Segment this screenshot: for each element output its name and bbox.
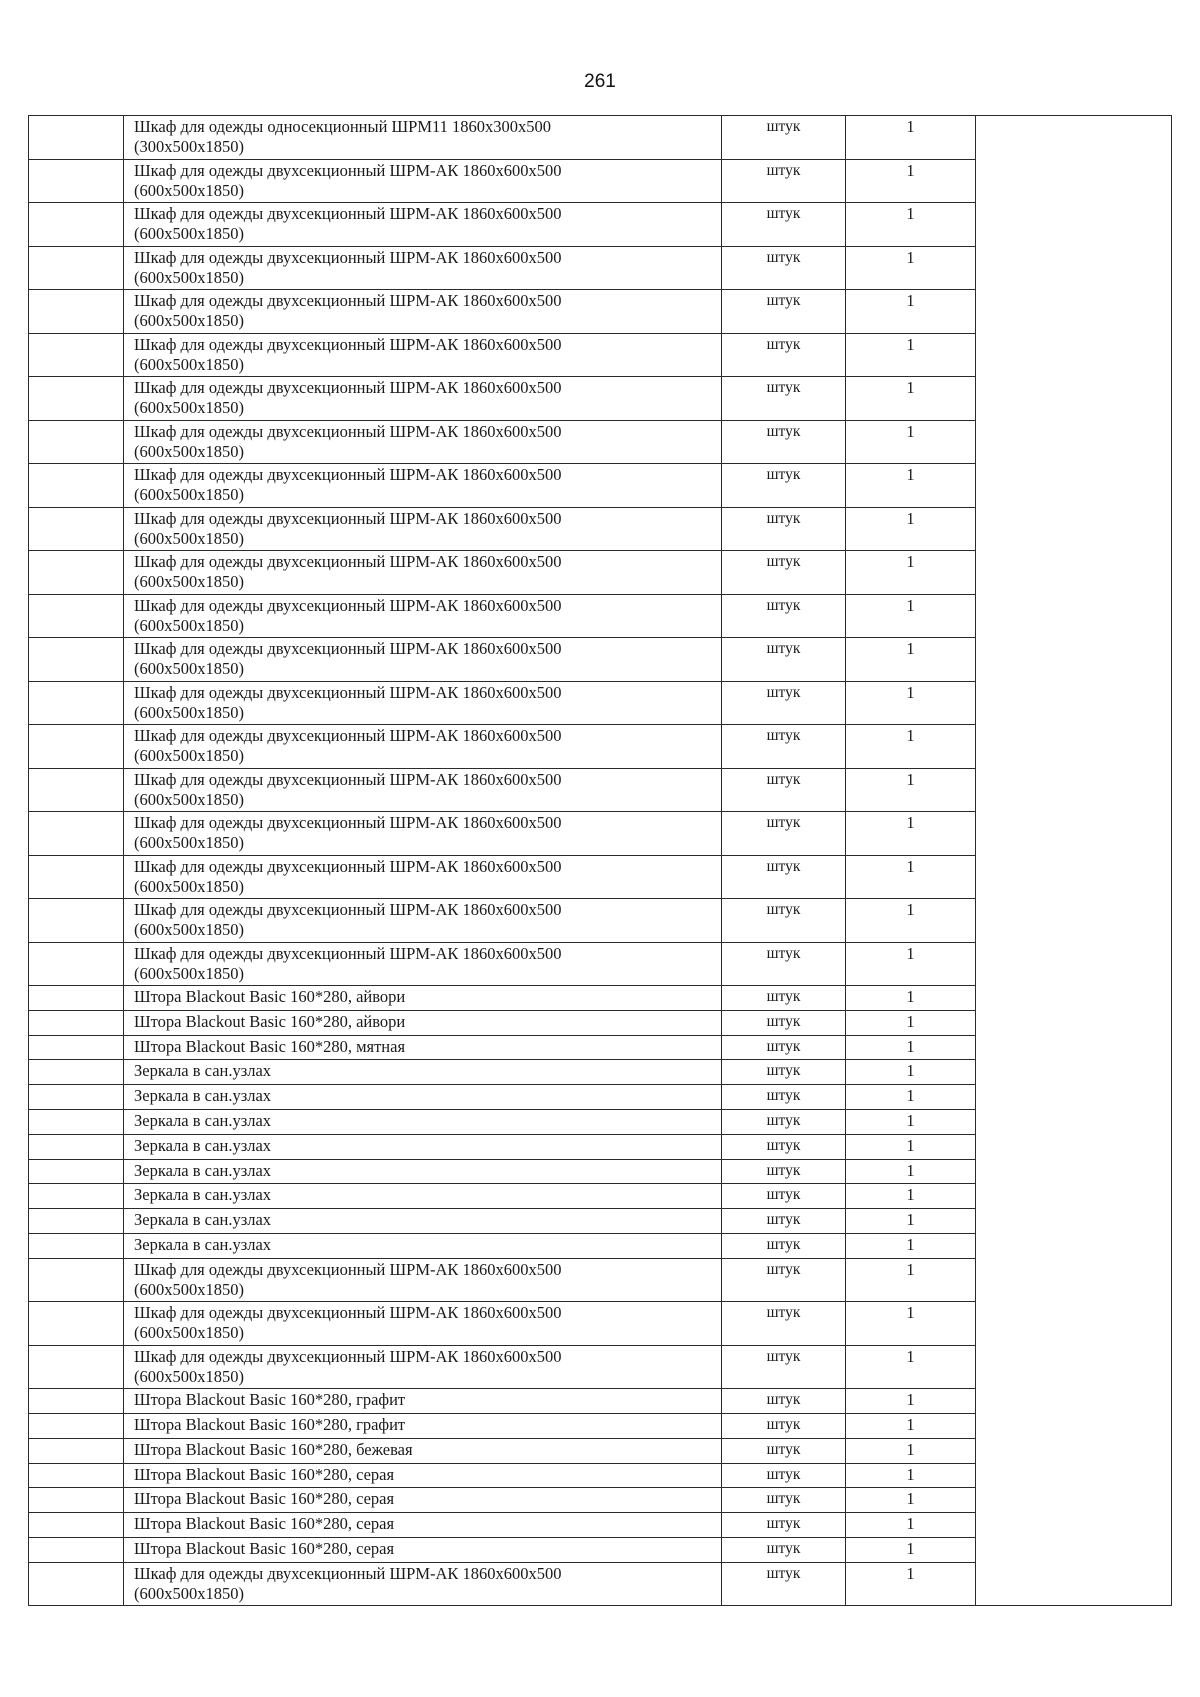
- quantity-cell: 1: [846, 986, 976, 1011]
- row-number-cell: [29, 464, 124, 508]
- item-name-line: Штора Blackout Basic 160*280, бежевая: [134, 1439, 413, 1459]
- item-name-line: (600х500х1850): [134, 1583, 244, 1603]
- unit-cell: штук: [722, 1389, 846, 1414]
- row-number-cell: [29, 1159, 124, 1184]
- row-number-cell: [29, 1085, 124, 1110]
- quantity-cell: 1: [846, 1184, 976, 1209]
- unit-cell: штук: [722, 203, 846, 247]
- quantity-cell: 1: [846, 1109, 976, 1134]
- item-name-line: (600х500х1850): [134, 485, 244, 504]
- row-number-cell: [29, 1302, 124, 1346]
- unit-cell: штук: [722, 1488, 846, 1513]
- item-name-cell: [124, 290, 722, 334]
- item-name-line: Шкаф для одежды двухсекционный ШРМ-АК 1860х600х500: [134, 595, 562, 615]
- item-name-line: (600х500х1850): [134, 528, 244, 548]
- item-name-cell: [124, 1035, 722, 1060]
- row-number-cell: [29, 507, 124, 551]
- unit-cell: штук: [722, 1258, 846, 1302]
- row-number-cell: [29, 377, 124, 421]
- item-name-line: Шкаф для одежды двухсекционный ШРМ-АК 1860х600х500: [134, 1346, 562, 1366]
- row-number-cell: [29, 1389, 124, 1414]
- item-name-line: (600х500х1850): [134, 659, 244, 678]
- item-name-line: Штора Blackout Basic 160*280, айвори: [134, 987, 406, 1006]
- quantity-cell: 1: [846, 725, 976, 769]
- quantity-cell: 1: [846, 1345, 976, 1389]
- row-number-cell: [29, 1345, 124, 1389]
- item-name-line: Зеркала в сан.узлах: [134, 1061, 272, 1081]
- item-name-cell: [124, 1159, 722, 1184]
- row-number-cell: [29, 246, 124, 290]
- quantity-cell: 1: [846, 116, 976, 160]
- unit-cell: штук: [722, 464, 846, 508]
- item-name-line: Штора Blackout Basic 160*280, серая: [134, 1514, 395, 1534]
- item-name-line: Шкаф для одежды двухсекционный ШРМ-АК 1860х600х500: [134, 291, 562, 310]
- item-name-cell: [124, 1302, 722, 1346]
- quantity-cell: 1: [846, 420, 976, 464]
- item-name-line: Зеркала в сан.узлах: [134, 1185, 272, 1205]
- quantity-cell: 1: [846, 290, 976, 334]
- item-name-cell: [124, 638, 722, 682]
- quantity-cell: 1: [846, 1414, 976, 1439]
- quantity-cell: 1: [846, 1258, 976, 1302]
- item-name-line: (600х500х1850): [134, 789, 244, 809]
- item-name-line: Шкаф для одежды двухсекционный ШРМ-АК 1860х600х500: [134, 1563, 562, 1583]
- item-name-cell: [124, 1538, 722, 1563]
- item-name-line: (600х500х1850): [134, 267, 244, 287]
- row-number-cell: [29, 1438, 124, 1463]
- row-number-cell: [29, 1463, 124, 1488]
- quantity-cell: 1: [846, 638, 976, 682]
- row-number-cell: [29, 768, 124, 812]
- item-name-line: Шкаф для одежды двухсекционный ШРМ-АК 1860х600х500: [134, 813, 562, 832]
- row-number-cell: [29, 1184, 124, 1209]
- item-name-line: (600х500х1850): [134, 833, 244, 852]
- quantity-cell: 1: [846, 594, 976, 638]
- item-name-cell: [124, 1085, 722, 1110]
- quantity-cell: 1: [846, 768, 976, 812]
- quantity-cell: 1: [846, 942, 976, 986]
- unit-cell: штук: [722, 1184, 846, 1209]
- table-row: [29, 116, 1172, 160]
- unit-cell: штук: [722, 1562, 846, 1606]
- item-name-line: Шкаф для одежды двухсекционный ШРМ-АК 1860х600х500: [134, 552, 562, 571]
- item-name-line: (600х500х1850): [134, 702, 244, 722]
- unit-cell: штук: [722, 290, 846, 334]
- quantity-cell: 1: [846, 1538, 976, 1563]
- item-name-cell: [124, 1345, 722, 1389]
- unit-cell: штук: [722, 855, 846, 899]
- item-name-line: Штора Blackout Basic 160*280, серая: [134, 1464, 395, 1484]
- item-name-cell: [124, 1010, 722, 1035]
- unit-cell: штук: [722, 1109, 846, 1134]
- item-name-line: Шкаф для одежды двухсекционный ШРМ-АК 1860х600х500: [134, 682, 562, 702]
- row-number-cell: [29, 1488, 124, 1513]
- item-name-line: Шкаф для одежды двухсекционный ШРМ-АК 1860х600х500: [134, 1303, 562, 1323]
- inventory-table-body: [29, 116, 1172, 1606]
- item-name-cell: [124, 420, 722, 464]
- row-number-cell: [29, 1060, 124, 1085]
- item-name-cell: [124, 377, 722, 421]
- unit-cell: штук: [722, 1134, 846, 1159]
- unit-cell: штук: [722, 1302, 846, 1346]
- page-number: 261: [584, 71, 616, 92]
- item-name-cell: [124, 246, 722, 290]
- item-name-cell: [124, 1184, 722, 1209]
- unit-cell: штук: [722, 159, 846, 203]
- row-number-cell: [29, 1562, 124, 1606]
- item-name-cell: [124, 942, 722, 986]
- item-name-line: Штора Blackout Basic 160*280, серая: [134, 1489, 395, 1509]
- unit-cell: штук: [722, 986, 846, 1011]
- quantity-cell: 1: [846, 203, 976, 247]
- item-name-line: Зеркала в сан.узлах: [134, 1086, 272, 1106]
- unit-cell: штук: [722, 725, 846, 769]
- unit-cell: штук: [722, 551, 846, 595]
- item-name-line: Штора Blackout Basic 160*280, серая: [134, 1539, 395, 1559]
- unit-cell: штук: [722, 377, 846, 421]
- notes-cell: [976, 116, 1172, 1606]
- row-number-cell: [29, 1233, 124, 1258]
- item-name-line: Шкаф для одежды двухсекционный ШРМ-АК 1860х600х500: [134, 334, 562, 354]
- item-name-cell: [124, 507, 722, 551]
- quantity-cell: 1: [846, 246, 976, 290]
- item-name-line: Штора Blackout Basic 160*280, мятная: [134, 1036, 406, 1056]
- item-name-line: Шкаф для одежды двухсекционный ШРМ-АК 1860х600х500: [134, 856, 562, 876]
- item-name-line: Шкаф для одежды двухсекционный ШРМ-АК 1860х600х500: [134, 943, 562, 963]
- row-number-cell: [29, 899, 124, 943]
- unit-cell: штук: [722, 1538, 846, 1563]
- unit-cell: штук: [722, 1438, 846, 1463]
- unit-cell: штук: [722, 116, 846, 160]
- item-name-line: Зеркала в сан.узлах: [134, 1210, 272, 1230]
- quantity-cell: 1: [846, 1209, 976, 1234]
- item-name-line: Зеркала в сан.узлах: [134, 1135, 272, 1155]
- item-name-line: Шкаф для одежды двухсекционный ШРМ-АК 1860х600х500: [134, 769, 562, 789]
- item-name-cell: [124, 1513, 722, 1538]
- item-name-cell: [124, 1060, 722, 1085]
- row-number-cell: [29, 942, 124, 986]
- quantity-cell: 1: [846, 1085, 976, 1110]
- row-number-cell: [29, 1134, 124, 1159]
- quantity-cell: 1: [846, 855, 976, 899]
- item-name-line: Шкаф для одежды двухсекционный ШРМ-АК 1860х600х500: [134, 465, 562, 484]
- quantity-cell: 1: [846, 1233, 976, 1258]
- unit-cell: штук: [722, 507, 846, 551]
- quantity-cell: 1: [846, 377, 976, 421]
- item-name-cell: [124, 1438, 722, 1463]
- item-name-line: (600х500х1850): [134, 615, 244, 635]
- unit-cell: штук: [722, 1060, 846, 1085]
- item-name-cell: [124, 986, 722, 1011]
- unit-cell: штук: [722, 638, 846, 682]
- item-name-line: (600х500х1850): [134, 1323, 244, 1343]
- quantity-cell: 1: [846, 1302, 976, 1346]
- unit-cell: штук: [722, 420, 846, 464]
- unit-cell: штук: [722, 768, 846, 812]
- quantity-cell: 1: [846, 1562, 976, 1606]
- item-name-cell: [124, 203, 722, 247]
- item-name-line: (600х500х1850): [134, 311, 244, 330]
- row-number-cell: [29, 333, 124, 377]
- row-number-cell: [29, 551, 124, 595]
- row-number-cell: [29, 594, 124, 638]
- item-name-cell: [124, 1414, 722, 1439]
- row-number-cell: [29, 203, 124, 247]
- row-number-cell: [29, 420, 124, 464]
- unit-cell: штук: [722, 1159, 846, 1184]
- item-name-line: (600х500х1850): [134, 180, 244, 200]
- item-name-cell: [124, 1562, 722, 1606]
- item-name-cell: [124, 551, 722, 595]
- item-name-line: (600х500х1850): [134, 1366, 244, 1386]
- item-name-line: Шкаф для одежды односекционный ШРМ11 1860х300х500: [134, 117, 552, 136]
- item-name-line: Шкаф для одежды двухсекционный ШРМ-АК 1860х600х500: [134, 508, 562, 528]
- row-number-cell: [29, 1513, 124, 1538]
- item-name-cell: [124, 768, 722, 812]
- quantity-cell: 1: [846, 1060, 976, 1085]
- unit-cell: штук: [722, 812, 846, 856]
- item-name-line: Шкаф для одежды двухсекционный ШРМ-АК 1860х600х500: [134, 378, 562, 397]
- item-name-cell: [124, 116, 722, 160]
- unit-cell: штук: [722, 942, 846, 986]
- item-name-line: Зеркала в сан.узлах: [134, 1234, 272, 1254]
- unit-cell: штук: [722, 1513, 846, 1538]
- quantity-cell: 1: [846, 551, 976, 595]
- item-name-cell: [124, 725, 722, 769]
- item-name-line: Шкаф для одежды двухсекционный ШРМ-АК 1860х600х500: [134, 1259, 562, 1279]
- quantity-cell: 1: [846, 333, 976, 377]
- item-name-cell: [124, 899, 722, 943]
- quantity-cell: 1: [846, 1159, 976, 1184]
- quantity-cell: 1: [846, 681, 976, 725]
- item-name-line: Шкаф для одежды двухсекционный ШРМ-АК 1860х600х500: [134, 204, 562, 223]
- item-name-cell: [124, 1109, 722, 1134]
- item-name-line: Штора Blackout Basic 160*280, айвори: [134, 1011, 406, 1031]
- item-name-cell: [124, 812, 722, 856]
- quantity-cell: 1: [846, 1488, 976, 1513]
- quantity-cell: 1: [846, 812, 976, 856]
- item-name-line: (600х500х1850): [134, 398, 244, 417]
- row-number-cell: [29, 159, 124, 203]
- item-name-line: Шкаф для одежды двухсекционный ШРМ-АК 1860х600х500: [134, 247, 562, 267]
- item-name-line: Шкаф для одежды двухсекционный ШРМ-АК 1860х600х500: [134, 160, 562, 180]
- quantity-cell: 1: [846, 1463, 976, 1488]
- unit-cell: штук: [722, 594, 846, 638]
- row-number-cell: [29, 1109, 124, 1134]
- item-name-line: Штора Blackout Basic 160*280, графит: [134, 1390, 406, 1410]
- item-name-line: Шкаф для одежды двухсекционный ШРМ-АК 1860х600х500: [134, 900, 562, 919]
- row-number-cell: [29, 855, 124, 899]
- unit-cell: штук: [722, 1233, 846, 1258]
- unit-cell: штук: [722, 1414, 846, 1439]
- row-number-cell: [29, 1010, 124, 1035]
- quantity-cell: 1: [846, 464, 976, 508]
- item-name-line: Штора Blackout Basic 160*280, графит: [134, 1415, 406, 1435]
- row-number-cell: [29, 290, 124, 334]
- row-number-cell: [29, 1209, 124, 1234]
- row-number-cell: [29, 725, 124, 769]
- quantity-cell: 1: [846, 899, 976, 943]
- item-name-line: Шкаф для одежды двухсекционный ШРМ-АК 1860х600х500: [134, 639, 562, 658]
- unit-cell: штук: [722, 681, 846, 725]
- item-name-line: (600х500х1850): [134, 1279, 244, 1299]
- item-name-cell: [124, 1389, 722, 1414]
- item-name-line: (600х500х1850): [134, 572, 244, 591]
- unit-cell: штук: [722, 1463, 846, 1488]
- item-name-line: (600х500х1850): [134, 746, 244, 765]
- quantity-cell: 1: [846, 507, 976, 551]
- item-name-line: (600х500х1850): [134, 441, 244, 461]
- item-name-cell: [124, 594, 722, 638]
- item-name-line: Зеркала в сан.узлах: [134, 1160, 272, 1180]
- unit-cell: штук: [722, 1010, 846, 1035]
- row-number-cell: [29, 638, 124, 682]
- quantity-cell: 1: [846, 1010, 976, 1035]
- row-number-cell: [29, 1035, 124, 1060]
- item-name-line: (600х500х1850): [134, 920, 244, 939]
- item-name-cell: [124, 1134, 722, 1159]
- item-name-cell: [124, 1233, 722, 1258]
- row-number-cell: [29, 1414, 124, 1439]
- quantity-cell: 1: [846, 1134, 976, 1159]
- unit-cell: штук: [722, 333, 846, 377]
- unit-cell: штук: [722, 1209, 846, 1234]
- item-name-line: Шкаф для одежды двухсекционный ШРМ-АК 1860х600х500: [134, 726, 562, 745]
- item-name-line: (600х500х1850): [134, 224, 244, 243]
- unit-cell: штук: [722, 1035, 846, 1060]
- row-number-cell: [29, 1538, 124, 1563]
- row-number-cell: [29, 681, 124, 725]
- quantity-cell: 1: [846, 159, 976, 203]
- unit-cell: штук: [722, 1345, 846, 1389]
- unit-cell: штук: [722, 899, 846, 943]
- unit-cell: штук: [722, 1085, 846, 1110]
- item-name-cell: [124, 464, 722, 508]
- item-name-line: Зеркала в сан.узлах: [134, 1110, 272, 1130]
- quantity-cell: 1: [846, 1513, 976, 1538]
- row-number-cell: [29, 116, 124, 160]
- item-name-cell: [124, 1209, 722, 1234]
- item-name-line: (600х500х1850): [134, 354, 244, 374]
- inventory-table: [28, 115, 1172, 1606]
- quantity-cell: 1: [846, 1389, 976, 1414]
- item-name-line: (300х500х1850): [134, 137, 244, 156]
- item-name-cell: [124, 1488, 722, 1513]
- item-name-line: (600х500х1850): [134, 963, 244, 983]
- item-name-cell: [124, 855, 722, 899]
- row-number-cell: [29, 812, 124, 856]
- quantity-cell: 1: [846, 1438, 976, 1463]
- item-name-cell: [124, 159, 722, 203]
- row-number-cell: [29, 1258, 124, 1302]
- item-name-cell: [124, 1258, 722, 1302]
- item-name-line: (600х500х1850): [134, 876, 244, 896]
- item-name-cell: [124, 681, 722, 725]
- unit-cell: штук: [722, 246, 846, 290]
- item-name-cell: [124, 333, 722, 377]
- row-number-cell: [29, 986, 124, 1011]
- item-name-line: Шкаф для одежды двухсекционный ШРМ-АК 1860х600х500: [134, 421, 562, 441]
- item-name-cell: [124, 1463, 722, 1488]
- quantity-cell: 1: [846, 1035, 976, 1060]
